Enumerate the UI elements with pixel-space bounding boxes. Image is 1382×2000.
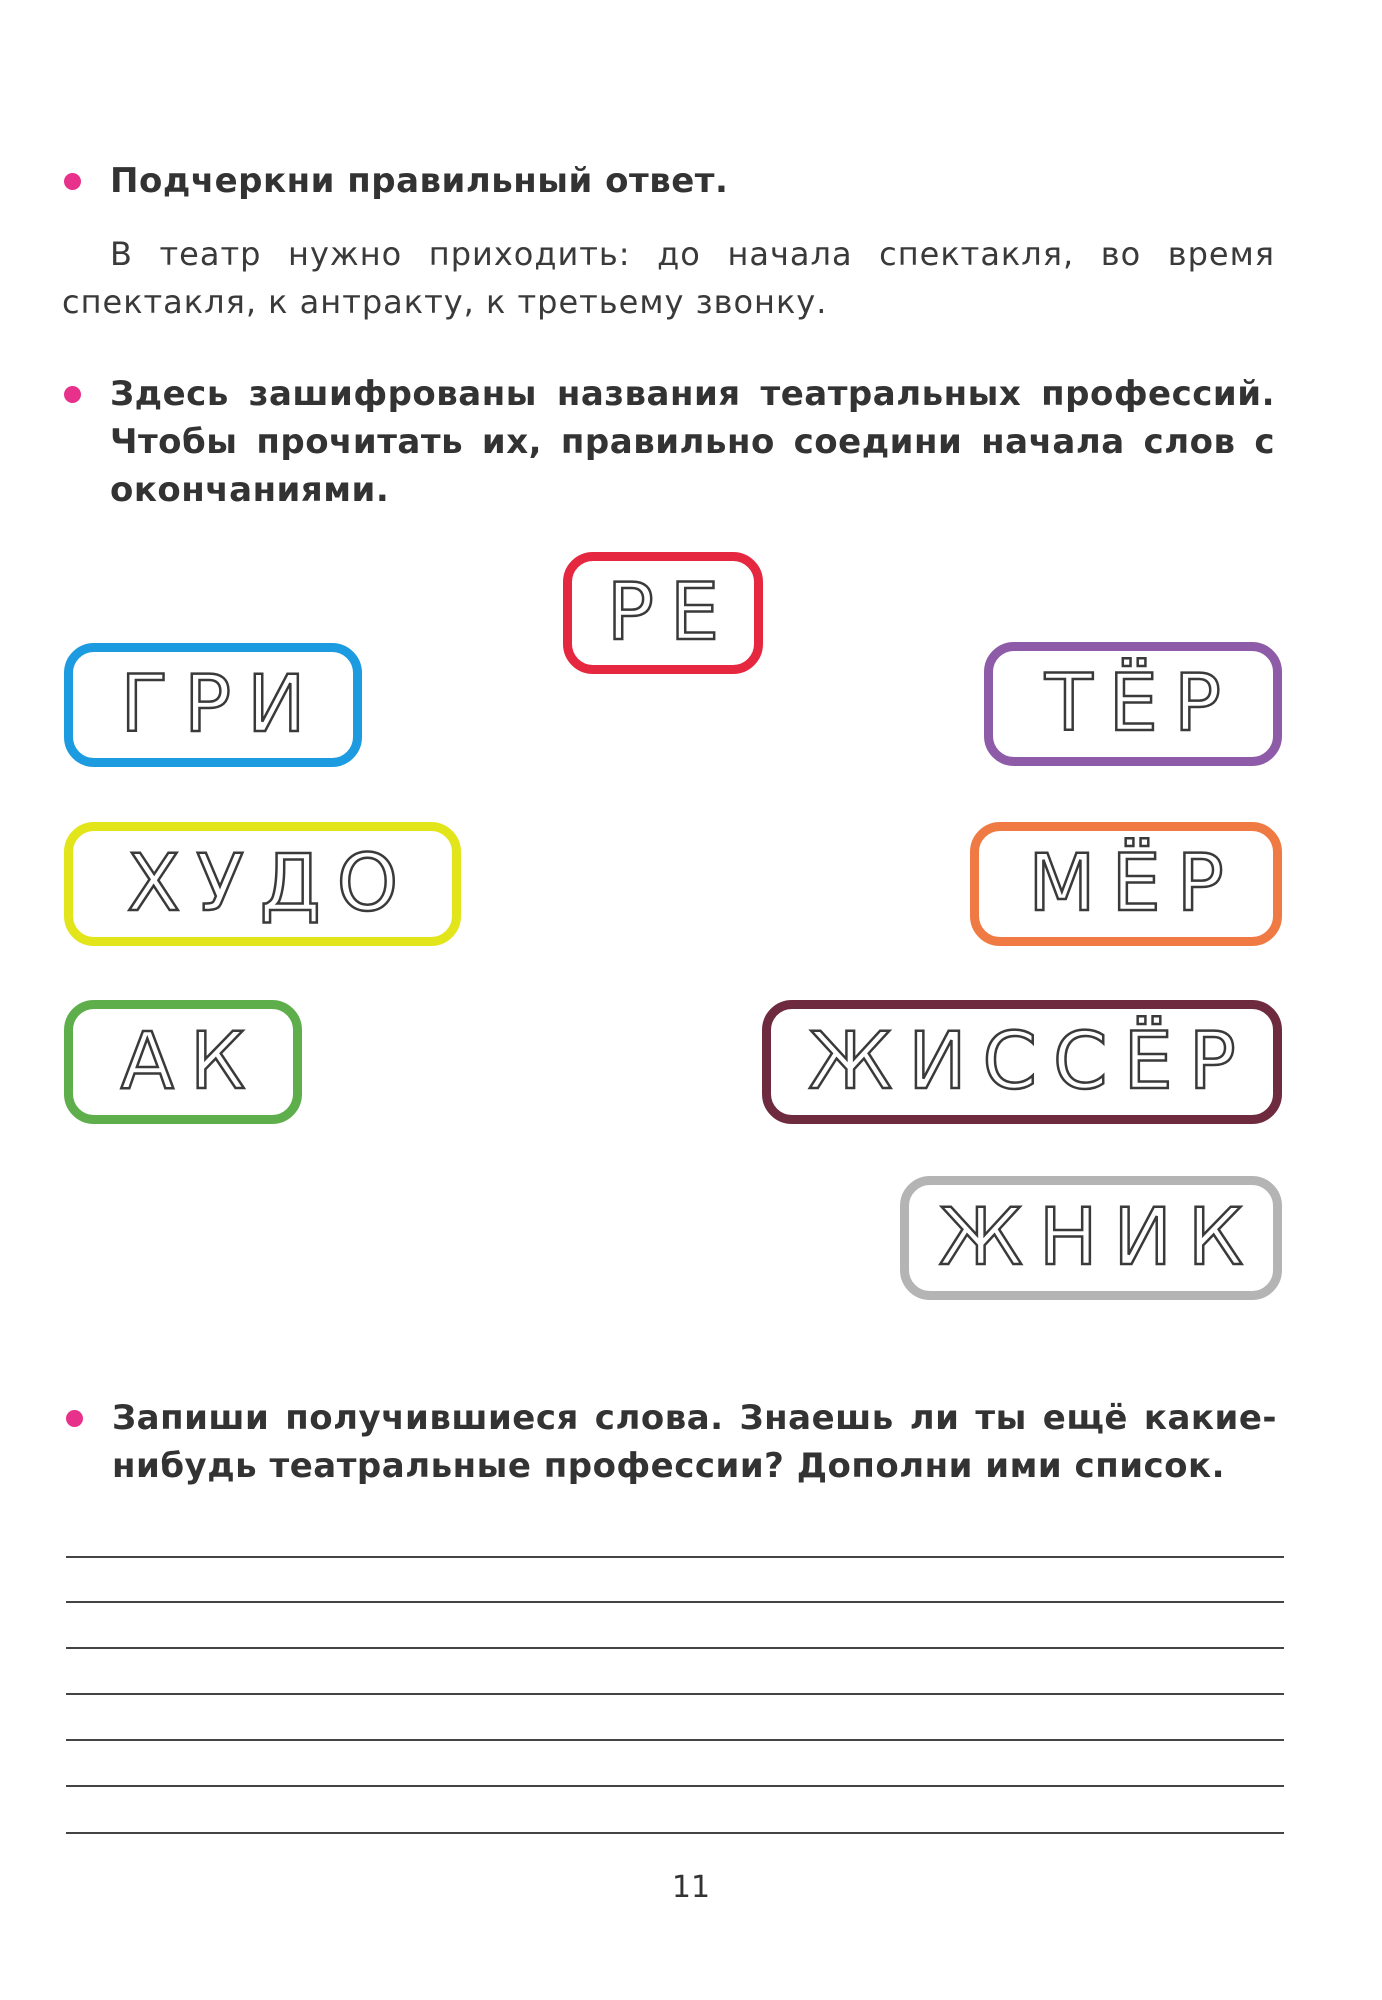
- writing-line-1[interactable]: [66, 1556, 1284, 1558]
- tile-ter-text: ТЁР: [1045, 659, 1237, 749]
- tile-re[interactable]: [563, 552, 763, 674]
- tile-mer[interactable]: [970, 822, 1282, 946]
- bullet-task-1: [64, 173, 81, 190]
- task-1-instruction: Подчеркни правильный ответ.: [110, 161, 729, 201]
- writing-line-4[interactable]: [66, 1693, 1284, 1695]
- tile-zhnik-text: ЖНИК: [938, 1193, 1260, 1283]
- tile-ak-text: АК: [120, 1017, 262, 1107]
- bullet-task-3: [66, 1410, 83, 1427]
- task-2-instruction: Здесь зашифрованы названия театральных профессий. Чтобы прочитать их, правильно соедини начала слов с окончаниями.: [110, 374, 1275, 510]
- writing-line-6[interactable]: [66, 1785, 1284, 1787]
- bullet-task-2: [64, 386, 81, 403]
- tile-hudo[interactable]: [64, 822, 461, 946]
- tile-zhisser[interactable]: [762, 1000, 1282, 1124]
- task-1-text: В театр нужно приходить: до начала спектакля, во время спектакля, к антракту, к третьему звонку.: [62, 235, 1275, 321]
- tile-zhnik[interactable]: [900, 1176, 1282, 1300]
- tile-gri[interactable]: [64, 643, 362, 767]
- tile-gri-text: ГРИ: [120, 660, 322, 750]
- tile-mer-text: МЁР: [1028, 839, 1240, 929]
- tile-re-text: РЕ: [606, 568, 736, 658]
- tile-hudo-text: ХУДО: [126, 839, 415, 929]
- writing-line-3[interactable]: [66, 1647, 1284, 1649]
- task-3-instruction: Запиши получившиеся слова. Знаешь ли ты ещё какие-нибудь театральные профессии? Дополни ими список.: [112, 1398, 1277, 1486]
- tile-zhisser-text: ЖИССЁР: [808, 1017, 1252, 1107]
- writing-line-2[interactable]: [66, 1601, 1284, 1603]
- tile-ak[interactable]: [64, 1000, 302, 1124]
- writing-line-5[interactable]: [66, 1739, 1284, 1741]
- writing-line-7[interactable]: [66, 1832, 1284, 1834]
- tile-ter[interactable]: [984, 642, 1282, 766]
- page-number: 11: [671, 1870, 711, 1905]
